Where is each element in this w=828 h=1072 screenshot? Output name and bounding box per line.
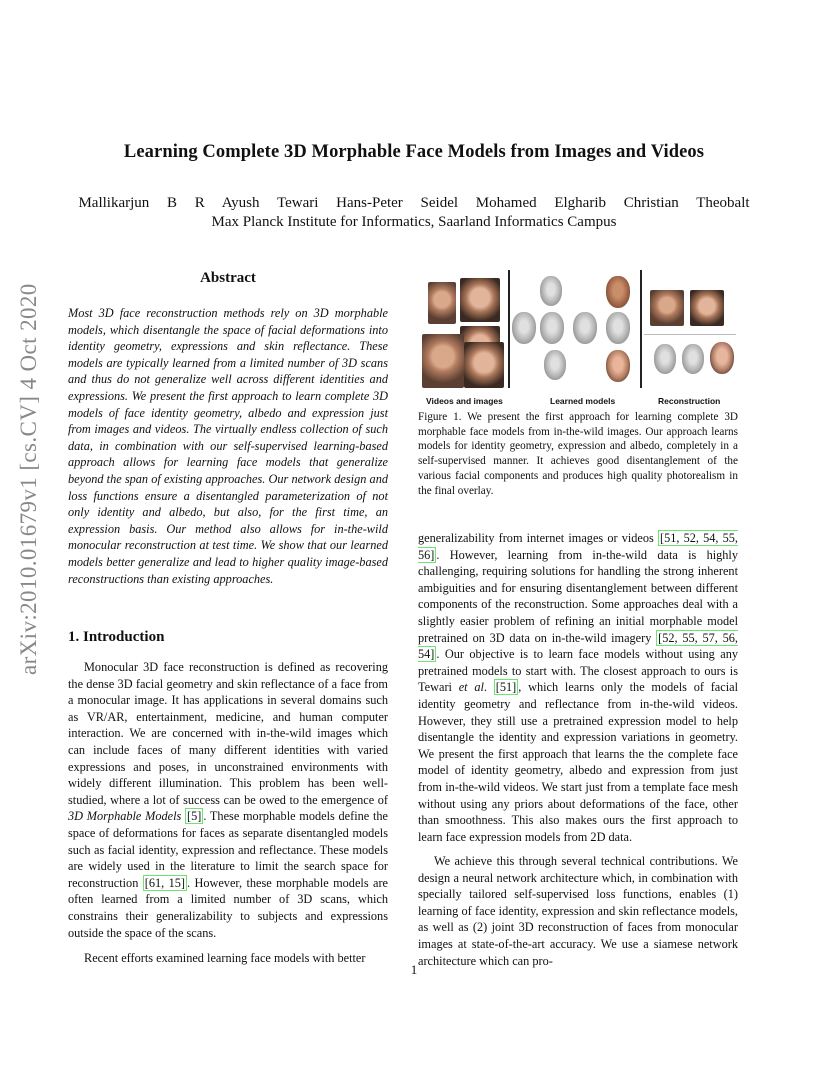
intro-paragraph-2: Recent efforts examined learning face models with better	[84, 951, 366, 965]
figure-caption: Figure 1. We present the first approach for learning complete 3D morphable face models from in-the-wild images. Our approach learns models for identity geometry, expression and albedo, completely in a self-supervised manner. It achieves good disentanglement of the various facial components and produces high quality photorealism in the final overlay.	[418, 411, 738, 497]
right-paragraph-1	[418, 530, 738, 845]
citation-link[interactable]: [61, 15]	[144, 875, 185, 890]
figure-1	[420, 270, 738, 410]
mesh-model	[606, 312, 630, 344]
mesh-model	[544, 350, 566, 380]
input-photo	[428, 282, 456, 324]
figure-divider	[508, 270, 510, 388]
author-list: Mallikarjun B R Ayush Tewari Hans-Peter Seidel Mohamed Elgharib Christian Theobalt	[78, 195, 750, 211]
body-emphasis: et al	[458, 680, 484, 695]
intro-emphasis: 3D Morphable Models	[68, 809, 182, 824]
figure-label-models: Learned models	[550, 396, 616, 406]
citation-link[interactable]: [5]	[187, 809, 202, 824]
intro-text: . However, these morphable models are often learned from a limited number of 3D scans, which constrains their generalizability to subjects and expressions outside the space of the scans.	[68, 875, 389, 940]
input-photo	[460, 278, 500, 322]
body-text: . Our objective is to learn face models without using any pretrained models to start with. The closest approach to ours is Tewari	[418, 647, 738, 695]
mesh-model	[540, 276, 562, 306]
paper-title: Learning Complete 3D Morphable Face Models from Images and Videos	[123, 142, 705, 162]
intro-text: . These morphable models define the space of deformations for faces as separate disentangled models such as facial identity, expression and reflectance. These models are widely used in the literature to limit the search space for reconstruction	[68, 809, 388, 890]
mesh-model	[540, 312, 564, 344]
body-text: . However, learning from in-the-wild data is highly challenging, requiring solutions for handling the strong inherent ambiguities and for ensuring disentanglement between different components of the reconstruction. Some approaches deal with a slightly easier problem of refining an initial morphable model pretrained on 3D data on in-the-wild imagery	[418, 547, 738, 645]
figure-label-videos: Videos and images	[426, 396, 503, 406]
input-photo	[464, 342, 504, 388]
intro-text: Monocular 3D face reconstruction is defined as recovering the dense 3D facial geometry and skin reflectance of a face from a monocular image. It has applications in several domains such as VR/AR, entertainment, medicine, and human computer interaction. We are concerned with in-the-wild images which can include faces of many different identities with varied expressions and poses, in unconstrained environments with widely different illumination. This problem has been well-studied, where a lot of success can be owed to the emergence of	[68, 660, 388, 807]
abstract-heading: Abstract	[200, 270, 256, 286]
page-number: 1	[410, 962, 418, 977]
mesh-model	[573, 312, 597, 344]
citation-link[interactable]: [51]	[495, 680, 517, 695]
arxiv-watermark: arXiv:2010.01679v1 [cs.CV] 4 Oct 2020	[16, 283, 41, 675]
intro-paragraph-1	[68, 659, 388, 941]
section-heading-introduction: 1. Introduction	[68, 629, 165, 645]
reconstruction-mesh	[654, 344, 676, 374]
input-photo	[422, 334, 464, 388]
body-text: , which learns only the models of facial identity geometry and reflectance from in-the-wild videos. However, they still use a pretrained expression model to help disentangle the identity and expression variations in geometry. We present the first approach that learns the the complete face model of identity geometry, albedo and expression from just from in-the-wild videos. We start just from a template face mesh without using any priors about deformations of the face, other than smoothness. This also makes ours the first approach to learn face expression models from 2D data.	[418, 680, 738, 844]
figure-separator	[644, 334, 736, 335]
mesh-model	[512, 312, 536, 344]
reconstruction-input	[650, 290, 684, 326]
abstract-text: Most 3D face reconstruction methods rely on 3D morphable models, which disentangle the space of facial deformations into identity geometry, expressions and skin reflectance. These models are typically learned from a limited number of 3D scans and thus do not generalize well across different identities and expressions. We present the first approach to learn complete 3D models of face identity geometry, albedo and expression just from images and videos. The virtually endless collection of such data, in combination with our self-supervised learning-based approach allows for learning face models that generalize beyond the span of existing approaches. Our network design and loss functions ensure a disentangled parameterization of not only identity and albedo, but also, for the first time, an expression basis. Our method also allows for in-the-wild monocular reconstruction at test time. We show that our learned models better generalize and lead to higher quality image-based reconstructions than existing approaches.	[68, 306, 388, 586]
figure-label-reconstruction: Reconstruction	[658, 396, 721, 406]
reconstruction-overlay	[710, 342, 734, 374]
figure-divider	[640, 270, 642, 388]
albedo-model	[606, 350, 630, 382]
citation-link[interactable]: [51, 52, 54, 55, 56]	[418, 531, 738, 562]
albedo-model	[606, 276, 630, 308]
body-text: .	[483, 680, 494, 695]
reconstruction-mesh	[682, 344, 704, 374]
reconstruction-input	[690, 290, 724, 326]
body-text: generalizability from internet images or videos	[418, 531, 658, 545]
affiliation: Max Planck Institute for Informatics, Saarland Informatics Campus	[211, 214, 617, 230]
citation-link[interactable]: [52, 55, 57, 56, 54]	[418, 630, 738, 662]
right-paragraph-2: We achieve this through several technical contributions. We design a neural network architecture which, in combination with specially tailored self-supervised loss functions, enables (1) learning of face identity, expression and skin reflectance models, as well as (2) joint 3D reconstruction of faces from monocular images at state-of-the-art accuracy. We use a siamese network architecture which can pro-	[418, 854, 738, 968]
